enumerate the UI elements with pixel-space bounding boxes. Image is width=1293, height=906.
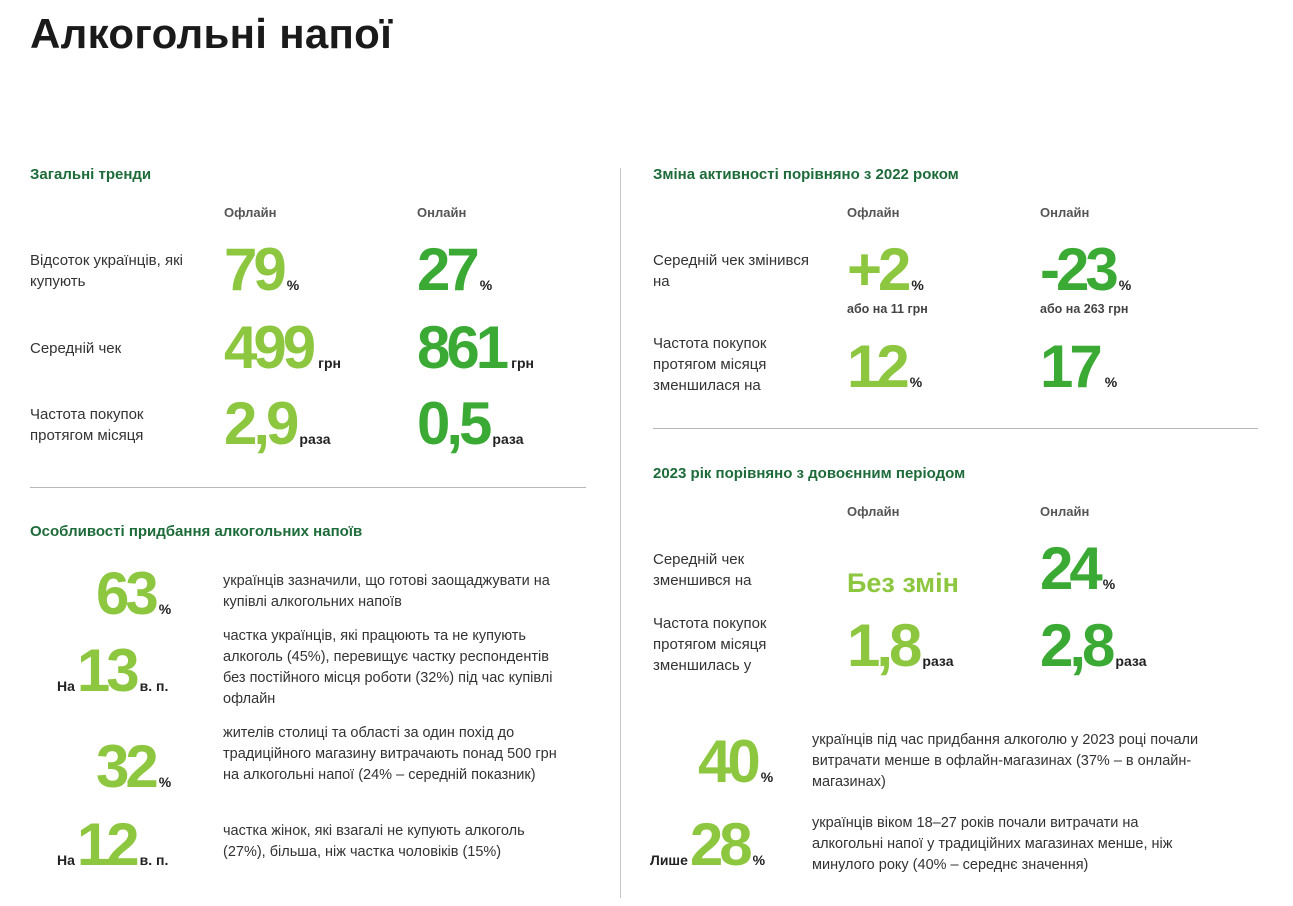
prewar-freq-online xyxy=(1040,612,1147,679)
feature-13-text: частка українців, які працюють та не купують алкоголь (45%), перевищує частку респондентів без постійного місця роботи (32%) під час купівлі офлайн xyxy=(223,628,553,707)
general-check-online-value: 861 xyxy=(417,314,506,381)
general-row-label-avg-check: Середній чек xyxy=(30,340,122,357)
change-heading: Зміна активності порівняно з 2022 роком xyxy=(653,166,959,183)
change-row-label-check: Середній чек змінився на xyxy=(653,252,809,290)
general-check-online xyxy=(417,314,534,381)
prewar-row-label-frequency: Частота покупок протягом місяця зменшилась у xyxy=(653,615,767,674)
change-check-offline-unit: % xyxy=(911,277,924,293)
bottom-40-value: 40 xyxy=(698,728,757,795)
left-section-divider xyxy=(30,487,586,488)
general-check-online-unit: грн xyxy=(511,355,534,371)
bottom-28-unit: % xyxy=(752,852,766,868)
general-trends-heading: Загальні тренди xyxy=(30,166,152,183)
prewar-freq-offline-unit: раза xyxy=(922,653,954,669)
feature-13-unit: в. п. xyxy=(139,678,169,694)
feature-63-stat xyxy=(96,560,172,627)
prewar-row-label-check: Середній чек зменшився на xyxy=(653,551,752,589)
feature-12-stat xyxy=(57,811,169,878)
prewar-online-header: Онлайн xyxy=(1040,504,1090,519)
general-freq-online xyxy=(417,390,524,457)
general-row-label-share: Відсоток українців, які купують xyxy=(30,252,183,290)
change-check-offline-value: +2 xyxy=(847,236,908,303)
general-check-offline-unit: грн xyxy=(318,355,341,371)
general-offline-header: Офлайн xyxy=(224,205,277,220)
bottom-28-text: українців віком 18–27 років почали витрачати на алкогольні напої у традиційних магазинах менше, ніж минулого року (40% – середнє значення) xyxy=(812,815,1173,873)
prewar-check-online xyxy=(1040,535,1116,602)
prewar-check-online-value: 24 xyxy=(1040,535,1099,602)
feature-32-stat xyxy=(96,733,172,800)
change-check-online-note: або на 263 грн xyxy=(1040,302,1129,316)
change-check-online xyxy=(1040,236,1132,303)
change-offline-header: Офлайн xyxy=(847,205,900,220)
bottom-28-prefix: Лише xyxy=(650,852,688,868)
bottom-40-unit: % xyxy=(760,769,774,785)
general-freq-offline xyxy=(224,390,331,457)
column-divider xyxy=(620,168,621,898)
general-check-offline xyxy=(224,314,341,381)
prewar-check-offline-value: Без змін xyxy=(847,568,959,598)
bottom-40-stat xyxy=(698,728,774,795)
right-section-divider xyxy=(653,428,1258,429)
general-freq-offline-unit: раза xyxy=(299,431,331,447)
general-share-online-unit: % xyxy=(479,277,493,293)
change-freq-online-unit: % xyxy=(1104,374,1118,390)
general-share-offline-unit: % xyxy=(286,277,300,293)
feature-63-value: 63 xyxy=(96,560,155,627)
feature-32-text: жителів столиці та області за один похід до традиційного магазину витрачають понад 500 грн на алкогольні напої (24% – середній показник) xyxy=(223,725,557,783)
features-heading: Особливості придбання алкогольних напоїв xyxy=(30,523,363,540)
prewar-freq-offline xyxy=(847,612,954,679)
feature-12-prefix: На xyxy=(57,852,75,868)
change-freq-offline xyxy=(847,333,923,400)
change-check-online-value: -23 xyxy=(1040,236,1115,303)
change-check-online-unit: % xyxy=(1118,277,1132,293)
prewar-offline-header: Офлайн xyxy=(847,504,900,519)
general-share-online xyxy=(417,236,493,303)
bottom-40-text: українців під час придбання алкоголю у 2023 році почали витрачати менше в офлайн-магазинах (37% – в онлайн-магазинах) xyxy=(812,732,1199,790)
bottom-28-stat xyxy=(650,811,766,878)
prewar-freq-offline-value: 1,8 xyxy=(847,612,919,679)
general-share-offline-value: 79 xyxy=(224,236,283,303)
general-online-header: Онлайн xyxy=(417,205,467,220)
change-check-offline-note: або на 11 грн xyxy=(847,302,928,316)
change-online-header: Онлайн xyxy=(1040,205,1090,220)
change-freq-online xyxy=(1040,333,1118,400)
general-freq-offline-value: 2,9 xyxy=(224,390,296,457)
feature-13-stat xyxy=(57,637,169,704)
feature-12-text: частка жінок, які взагалі не купують алкоголь (27%), більша, ніж частка чоловіків (15%) xyxy=(223,823,525,860)
general-row-label-frequency: Частота покупок протягом місяця xyxy=(30,406,144,444)
change-freq-offline-unit: % xyxy=(909,374,923,390)
prewar-heading: 2023 рік порівняно з довоєнним періодом xyxy=(653,465,966,482)
change-freq-online-value: 17 xyxy=(1040,333,1099,400)
bottom-28-value: 28 xyxy=(689,811,749,878)
feature-32-value: 32 xyxy=(96,733,155,800)
feature-12-unit: в. п. xyxy=(139,852,169,868)
prewar-check-online-unit: % xyxy=(1102,576,1116,592)
prewar-freq-online-unit: раза xyxy=(1115,653,1147,669)
feature-12-value: 12 xyxy=(76,811,136,878)
change-row-label-frequency: Частота покупок протягом місяця зменшилася на xyxy=(653,335,767,394)
feature-32-unit: % xyxy=(158,774,172,790)
change-check-offline xyxy=(847,236,924,303)
general-share-online-value: 27 xyxy=(417,236,476,303)
general-check-offline-value: 499 xyxy=(224,314,313,381)
page-title: Алкогольні напої xyxy=(30,10,393,57)
feature-13-prefix: На xyxy=(57,678,75,694)
feature-63-unit: % xyxy=(158,601,172,617)
prewar-freq-online-value: 2,8 xyxy=(1040,612,1112,679)
general-share-offline xyxy=(224,236,300,303)
general-freq-online-unit: раза xyxy=(492,431,524,447)
change-freq-offline-value: 12 xyxy=(847,333,906,400)
feature-13-value: 13 xyxy=(76,637,136,704)
general-freq-online-value: 0,5 xyxy=(417,390,489,457)
feature-63-text: українців зазначили, що готові заощаджувати на купівлі алкогольних напоїв xyxy=(223,573,550,610)
